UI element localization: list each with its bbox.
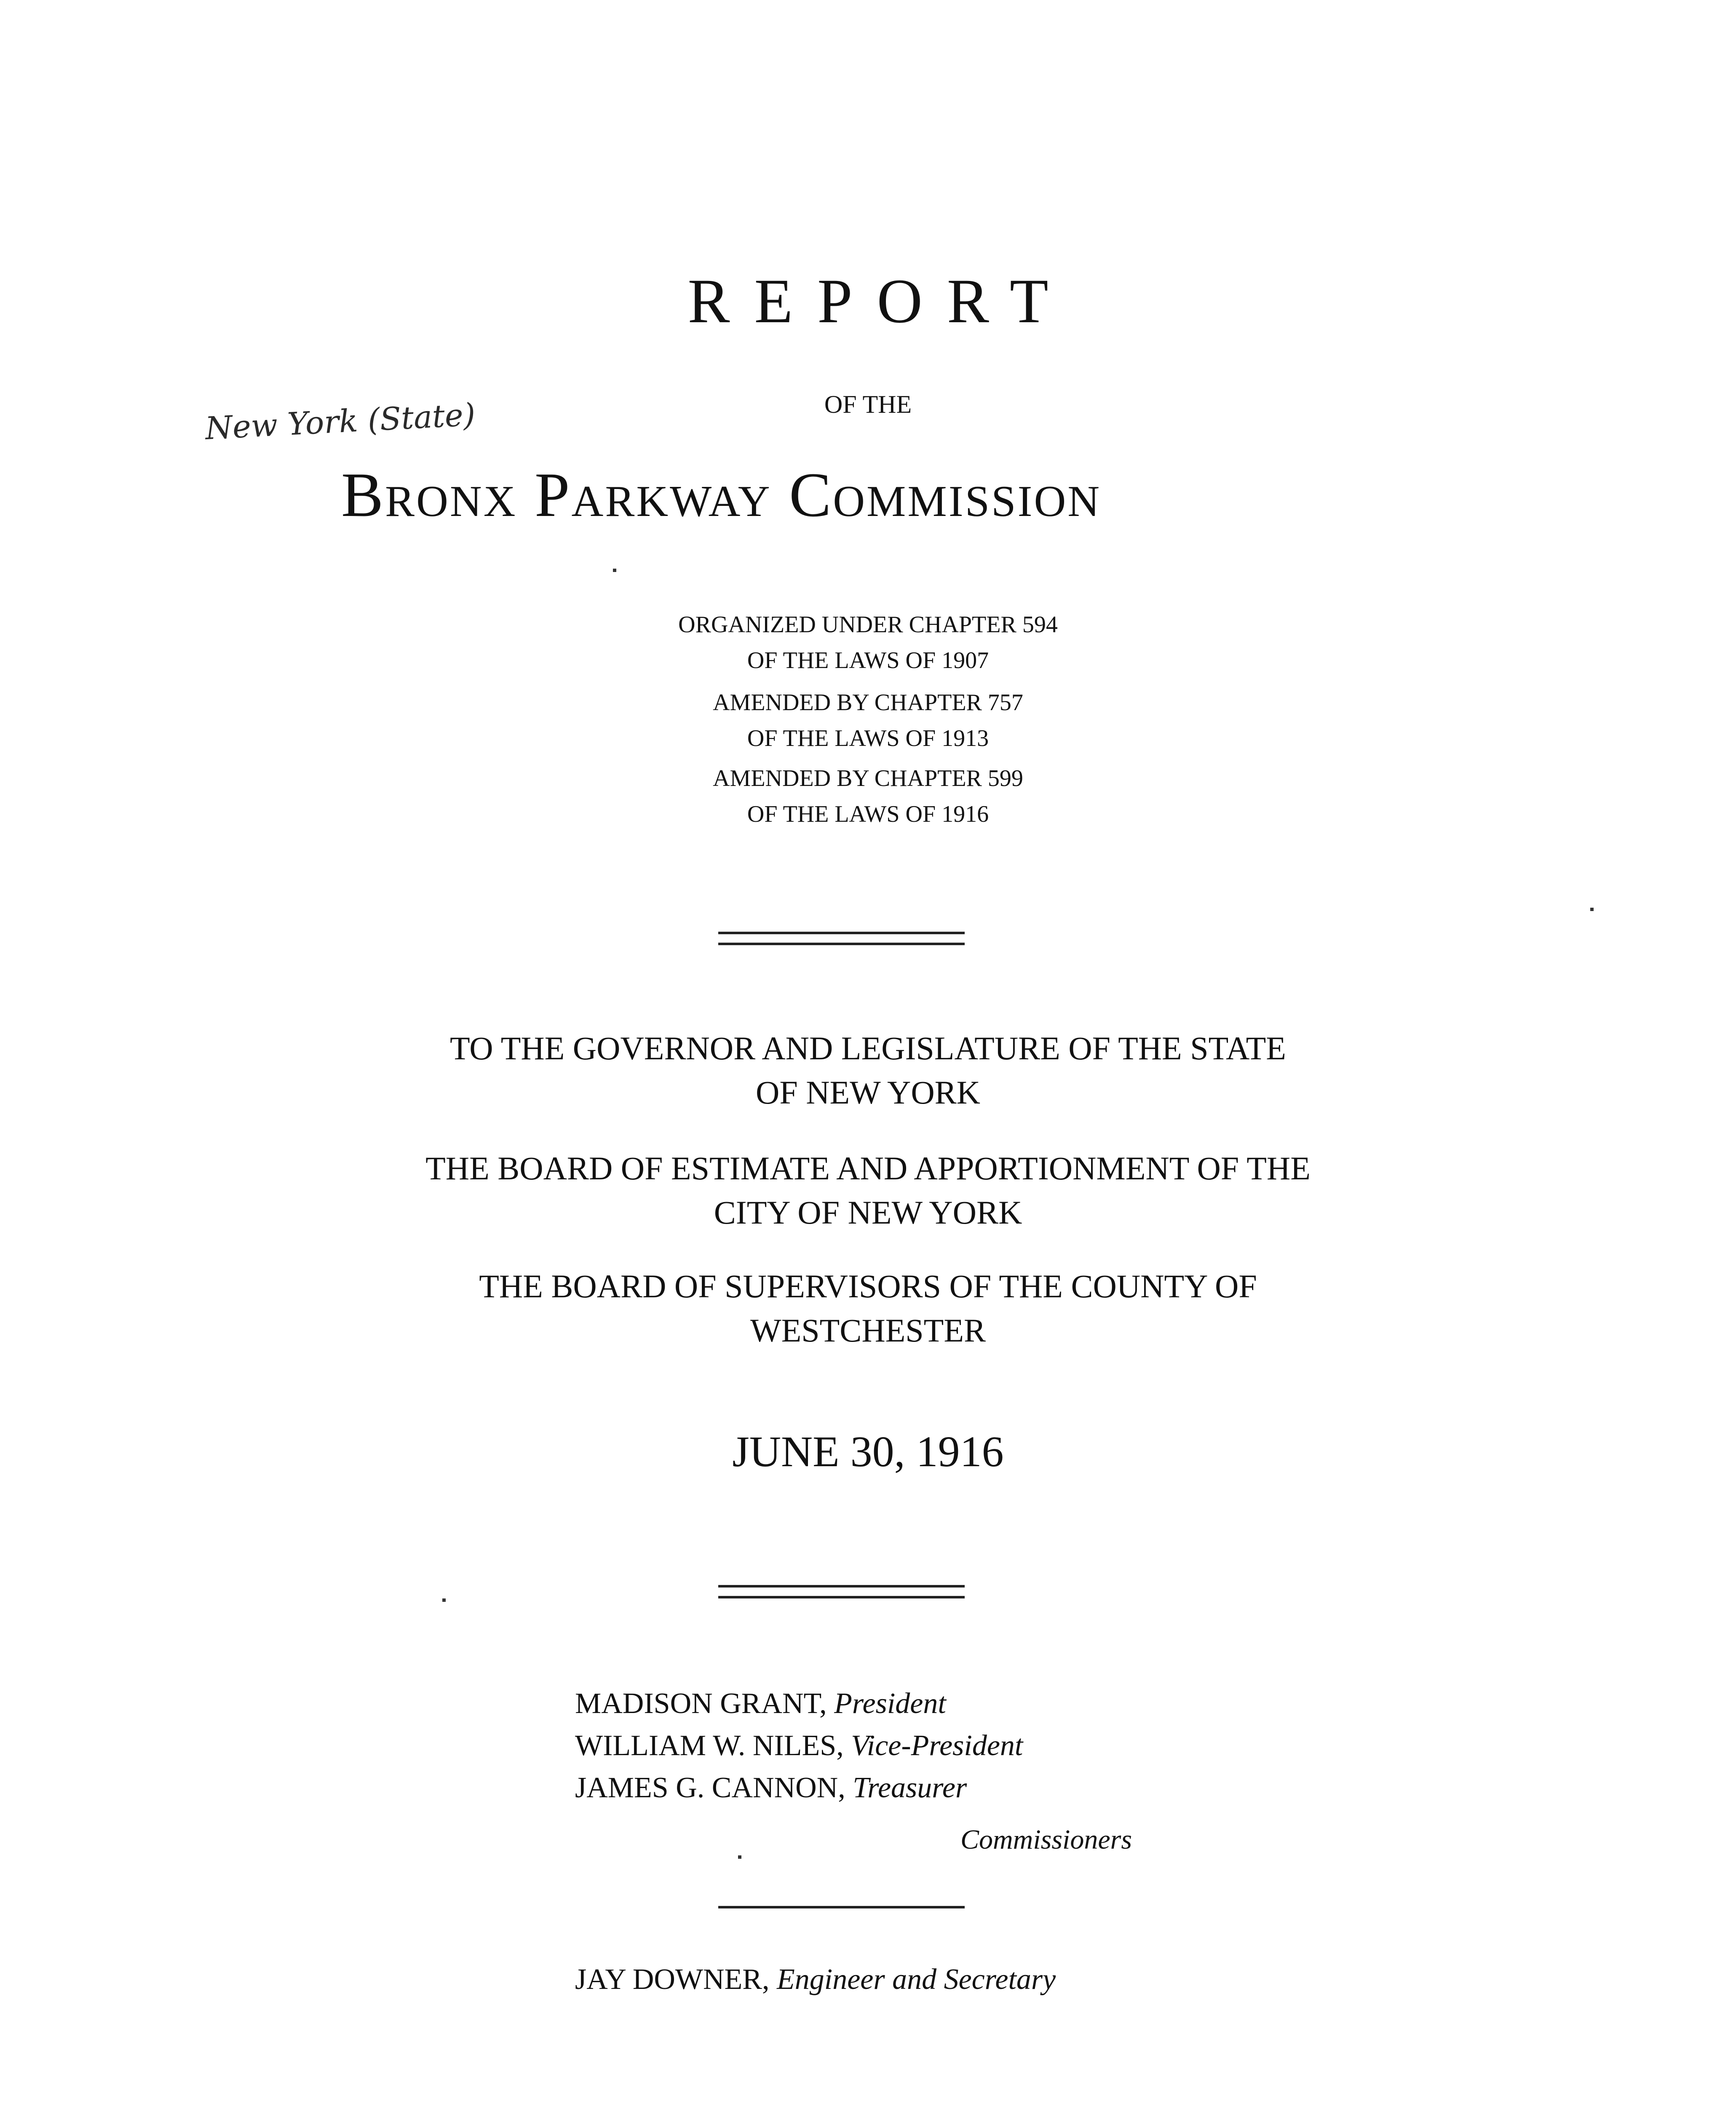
- scan-mark: [738, 1855, 741, 1859]
- scan-mark: [1590, 908, 1594, 911]
- commission-name: Bronx Parkway Commission: [341, 460, 1102, 530]
- commissioner-role: President: [834, 1687, 946, 1720]
- recipient-line: THE BOARD OF ESTIMATE AND APPORTIONMENT OF THE: [425, 1150, 1311, 1187]
- recipient-line: WESTCHESTER: [750, 1312, 986, 1349]
- commissioner-role: Vice-President: [851, 1729, 1023, 1762]
- single-rule: [718, 1906, 965, 1908]
- recipient-line: CITY OF NEW YORK: [714, 1194, 1022, 1231]
- organization-line: AMENDED BY CHAPTER 757: [713, 690, 1023, 716]
- commissioner-entry: [575, 1689, 946, 1718]
- subtitle-prefix: OF THE: [824, 390, 912, 418]
- commissioner-name: JAMES G. CANNON,: [575, 1772, 845, 1804]
- double-rule-top-line: [718, 932, 965, 934]
- double-rule-top-line: [718, 1585, 965, 1588]
- recipient-line: THE BOARD OF SUPERVISORS OF THE COUNTY OF: [479, 1268, 1257, 1304]
- secretary-entry: [575, 1965, 1056, 1994]
- recipient-line: OF NEW YORK: [755, 1074, 980, 1111]
- organization-line: OF THE LAWS OF 1916: [747, 801, 989, 827]
- report-date: JUNE 30, 1916: [732, 1427, 1004, 1476]
- organization-line: OF THE LAWS OF 1907: [747, 647, 989, 673]
- secretary-name: JAY DOWNER,: [575, 1963, 770, 1996]
- secretary-role: Engineer and Secretary: [777, 1963, 1056, 1996]
- report-title: REPORT: [687, 266, 1073, 336]
- commissioner-entry: [575, 1773, 967, 1803]
- recipient-line: TO THE GOVERNOR AND LEGISLATURE OF THE STATE: [450, 1030, 1286, 1066]
- double-rule-bottom-line: [718, 1596, 965, 1598]
- organization-line: OF THE LAWS OF 1913: [747, 725, 989, 751]
- handwritten-note: New York (State): [204, 396, 476, 447]
- organization-line: ORGANIZED UNDER CHAPTER 594: [678, 612, 1058, 638]
- commissioner-name: MADISON GRANT,: [575, 1687, 827, 1720]
- organization-line: AMENDED BY CHAPTER 599: [713, 765, 1023, 791]
- commissioner-role: Treasurer: [853, 1772, 967, 1804]
- scan-mark: [613, 569, 616, 572]
- commissioner-name: WILLIAM W. NILES,: [575, 1729, 844, 1762]
- scan-mark: [442, 1598, 446, 1602]
- commissioner-entry: [575, 1731, 1023, 1761]
- commissioners-label: Commissioners: [960, 1824, 1132, 1855]
- double-rule-bottom-line: [718, 943, 965, 945]
